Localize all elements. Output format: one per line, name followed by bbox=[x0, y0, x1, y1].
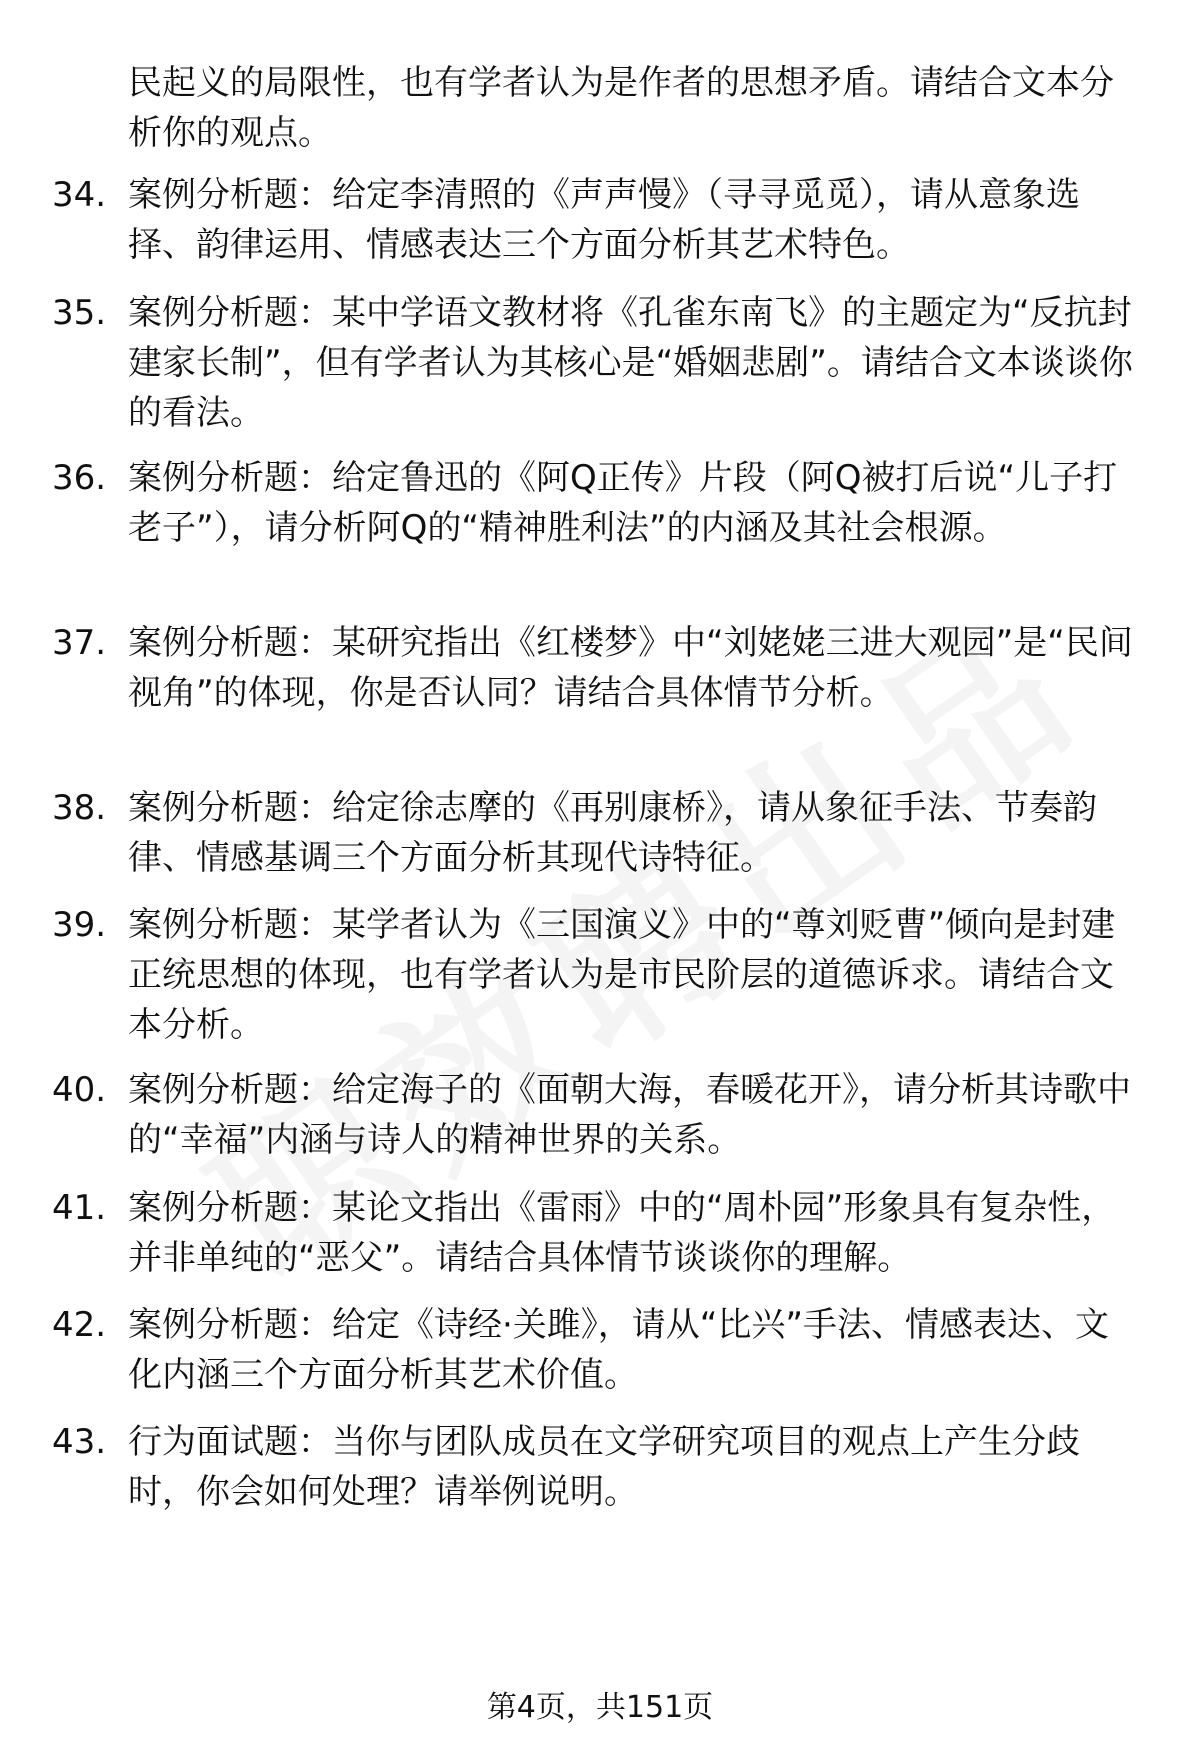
question-text: 案例分析题：某研究指出《红楼梦》中“刘姥姥三进大观园”是“民间视角”的体现，你是否认同？请结合具体情节分析。 bbox=[128, 623, 1133, 713]
question-number: 38. bbox=[52, 788, 107, 828]
question-number: 35. bbox=[52, 293, 107, 333]
question-text: 案例分析题：给定徐志摩的《再别康桥》，请从象征手法、节奏韵律、情感基调三个方面分析其现代诗特征。 bbox=[128, 788, 1097, 878]
question-text: 案例分析题：某中学语文教材将《孔雀东南飞》的主题定为“反抗封建家长制”，但有学者认为其核心是“婚姻悲剧”。请结合文本谈谈你的看法。 bbox=[128, 293, 1133, 433]
page-number-footer: 第4页，共151页 bbox=[486, 1690, 714, 1725]
question-text: 案例分析题：给定鲁迅的《阿Q正传》片段（阿Q被打后说“儿子打老子”），请分析阿Q的“精神胜利法”的内涵及其社会根源。 bbox=[128, 458, 1118, 548]
question-number: 37. bbox=[52, 623, 107, 663]
question-number: 42. bbox=[52, 1305, 107, 1345]
question-text: 案例分析题：给定《诗经·关雎》，请从“比兴”手法、情感表达、文化内涵三个方面分析其艺术价值。 bbox=[128, 1305, 1110, 1395]
question-number: 36. bbox=[52, 458, 107, 498]
question-number: 39. bbox=[52, 905, 107, 945]
question-text: 行为面试题：当你与团队成员在文学研究项目的观点上产生分歧时，你会如何处理？请举例说明。 bbox=[128, 1422, 1080, 1512]
question-text: 案例分析题：给定海子的《面朝大海，春暖花开》，请分析其诗歌中的“幸福”内涵与诗人的精神世界的关系。 bbox=[128, 1070, 1131, 1160]
continuation-paragraph: 民起义的局限性，也有学者认为是作者的思想矛盾。请结合文本分析你的观点。 bbox=[128, 63, 1114, 153]
question-number: 34. bbox=[52, 175, 107, 215]
question-number: 40. bbox=[52, 1070, 107, 1110]
question-number: 43. bbox=[52, 1422, 107, 1462]
question-text: 案例分析题：某学者认为《三国演义》中的“尊刘贬曹”倾向是封建正统思想的体现，也有学者认为是市民阶层的道德诉求。请结合文本分析。 bbox=[128, 905, 1116, 1045]
question-number: 41. bbox=[52, 1188, 107, 1228]
question-text: 案例分析题：某论文指出《雷雨》中的“周朴园”形象具有复杂性，并非单纯的“恶父”。请结合具体情节谈谈你的理解。 bbox=[128, 1188, 1116, 1278]
question-text: 案例分析题：给定李清照的《声声慢》（寻寻觅觅），请从意象选择、韵律运用、情感表达三个方面分析其艺术特色。 bbox=[128, 175, 1080, 265]
